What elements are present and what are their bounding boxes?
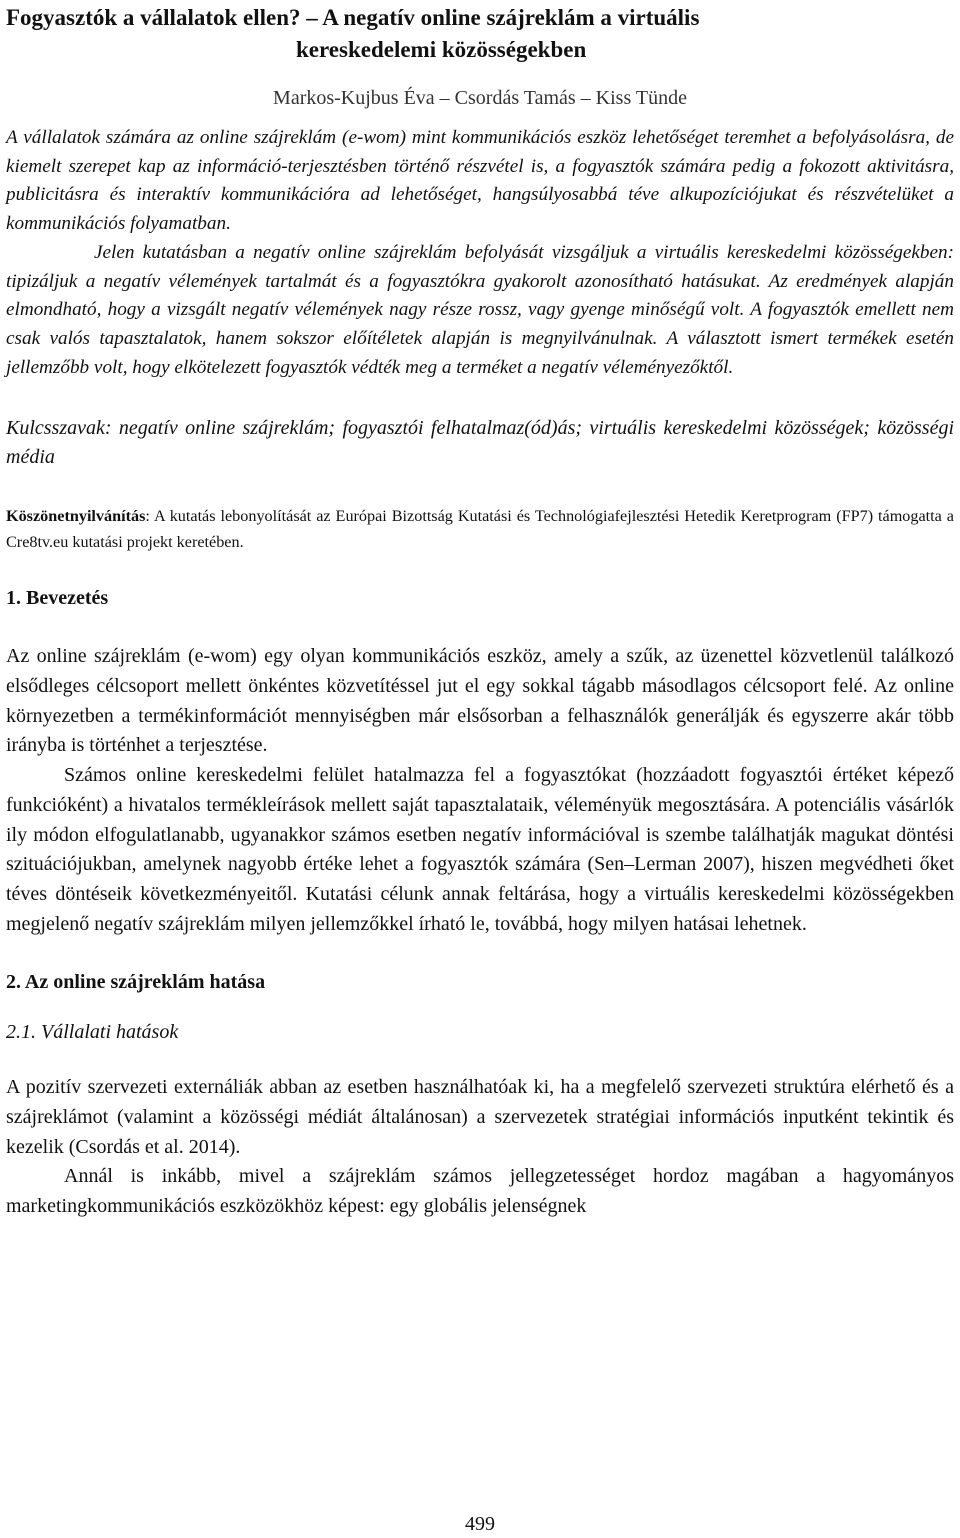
acknowledgement-text: : A kutatás lebonyolítását az Európai Bizottság Kutatási és Technológiafejlesztési Hetedik Keretprogram (FP7) támogatta a Cre8tv.eu kutatási projekt keretében. <box>6 507 954 552</box>
abstract-paragraph-2: Jelen kutatásban a negatív online szájreklám befolyását vizsgáljuk a virtuális kereskedelmi közösségekben: tipizáljuk a negatív vélemények tartalmát és a fogyasztókra gyakorolt azonosítható hatásukat. Az eredmények alapján elmondható, hogy a vizsgált negatív vélemények nagy része rossz, vagy gyenge minőségű volt. A fogyasztók emellett nem csak valós tapasztalatok, hanem sokszor előítéletek alapján is megnyilvánulnak. A választott ismert termékek esetén jellemzőbb volt, hogy elkötelezett fogyasztók védték meg a terméket a negatív véleményezőktől. <box>6 241 954 378</box>
section-2-body <box>6 1073 954 1222</box>
section-2-paragraph-2: Annál is inkább, mivel a szájreklám számos jellegzetességet hordoz magában a hagyományos marketingkommunikációs eszközökhöz képest: egy globális jelenségnek <box>6 1165 954 1218</box>
paper-title <box>6 2 954 66</box>
paper-page <box>6 0 954 1222</box>
abstract <box>6 124 954 382</box>
section-heading-wom-effect: 2. Az online szájreklám hatása <box>6 971 266 994</box>
subsection-heading-corporate-effects: 2.1. Vállalati hatások <box>6 1021 179 1044</box>
title-line-2: kereskedelemi közösségekben <box>296 37 587 62</box>
section-1-body <box>6 642 954 939</box>
section-2-paragraph-1: A pozitív szervezeti externáliák abban az esetben használhatóak ki, ha a megfelelő szervezeti struktúra elérhető és a szájreklámot (valamint a közösségi médiát általánosan) a szervezetek stratégiai információs inputként tekintik és kezelik (Csordás et al. 2014). <box>6 1076 954 1158</box>
abstract-paragraph-1: A vállalatok számára az online szájreklám (e-wom) mint kommunikációs eszköz lehetőséget teremhet a befolyásolásra, de kiemelt szerepet kap az információ-terjesztésben történő részvétel is, a fogyasztók számára pedig a fokozott aktivitásra, publicitásra és interaktív kommunikációra ad lehetőséget, hangsúlyosabbá téve alkupozíciójukat és részvételüket a kommunikációs folyamatban. <box>6 127 954 235</box>
section-heading-introduction: 1. Bevezetés <box>6 587 109 610</box>
title-line-1: Fogyasztók a vállalatok ellen? – A negatív online szájreklám a virtuális <box>6 5 700 30</box>
page-number: 499 <box>465 1513 495 1535</box>
keywords: Kulcsszavak: negatív online szájreklám; fogyasztói felhatalmaz(ód)ás; virtuális kereskedelmi közösségek; közösségi média <box>6 417 954 469</box>
acknowledgement <box>6 503 954 555</box>
acknowledgement-label: Köszönetnyilvánítás <box>6 507 146 526</box>
author-list: Markos-Kujbus Éva – Csordás Tamás – Kiss Tünde <box>273 87 687 109</box>
section-1-paragraph-2: Számos online kereskedelmi felület hatalmazza fel a fogyasztókat (hozzáadott fogyasztói értéket képező funkcióként) a hivatalos termékleírások mellett saját tapasztalataik, véleményük megosztására. A potenciális vásárlók ily módon elfogulatlanabb, ugyanakkor számos esetben negatív információval is szembe találhatják magukat döntési szituációjukban, amelynek nagyobb értéke lehet a fogyasztók számára (Sen–Lerman 2007), hiszen megvédheti őket téves döntéseik következményeitől. Kutatási célunk annak feltárása, hogy a virtuális kereskedelmi közösségekben megjelenő negatív szájreklám milyen jellemzőkkel írható le, továbbá, hogy milyen hatásai lehetnek. <box>6 764 954 935</box>
section-1-paragraph-1: Az online szájreklám (e-wom) egy olyan kommunikációs eszköz, amely a szűk, az üzenettel közvetlenül találkozó elsődleges célcsoport mellett önkéntes közvetítéssel jut el egy sokkal tágabb másodlagos célcsoport felé. Az online környezetben a termékinformációt mennyiségben már elsősorban a felhasználók generálják és egyszerre akár több irányba is történhet a terjesztése. <box>6 645 954 757</box>
